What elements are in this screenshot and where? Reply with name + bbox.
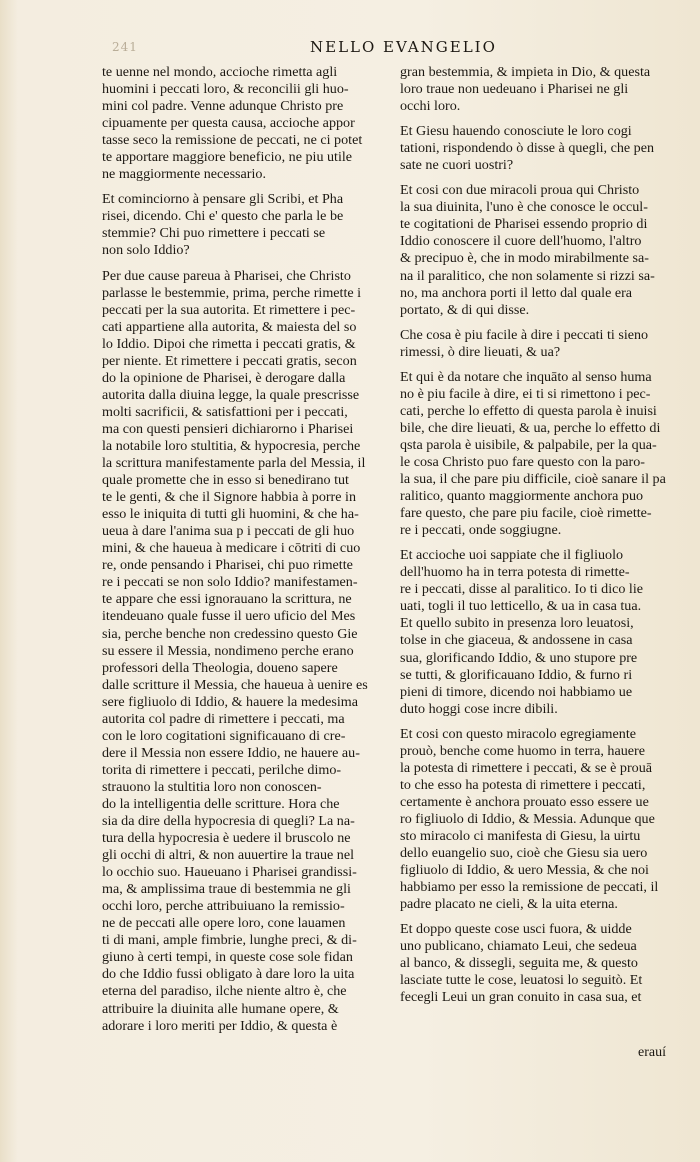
text-line: no, ma anchora porti il letto dal quale era — [400, 284, 633, 301]
text-line: cati appartiene alla autorita, & maiesta del so — [102, 318, 357, 335]
text-line: ne de peccati alle opere loro, cone lauamen — [102, 915, 346, 932]
text-line: te le genti, & che il Signore habbia à porre in — [102, 489, 356, 506]
text-line: attribuire la diuinita alle humane opere, & — [102, 1000, 339, 1017]
left-column — [102, 64, 388, 1043]
text-line: tasse seco la remissione de peccati, ne ci potet — [102, 132, 363, 149]
text-line: tationi, rispondendo ò disse à quegli, che pen — [400, 140, 655, 157]
text-line: mini, & che haueua à medicare i cōtriti di cuo — [102, 540, 361, 557]
text-line: gli occhi di altri, & non auuertire la traue nel — [102, 847, 355, 864]
right-column — [400, 64, 684, 1014]
text-line: & precipuo è, che in modo mirabilmente sa- — [400, 250, 649, 267]
text-line: le cosa Christo puo fare questo con la paro- — [400, 453, 645, 470]
page-number: 241 — [112, 40, 138, 54]
text-line: tolse in che giaceua, & andossene in casa — [400, 632, 633, 649]
text-line: adorare i loro meriti per Iddio, & questa è — [102, 1017, 338, 1034]
text-line: cati, perche lo effetto di questa parola è inuisi — [400, 402, 657, 419]
text-line: la potesta di rimettere i peccati, & se è prouā — [400, 759, 653, 776]
paragraph — [400, 726, 684, 914]
text-line: Et cosi con due miracoli proua qui Christo — [400, 182, 640, 199]
text-line: padre placato ne cieli, & la uita eterna. — [400, 896, 618, 913]
text-line: parlasse le bestemmie, prima, perche rimette i — [102, 284, 362, 301]
paragraph — [102, 268, 388, 1035]
text-line: do la intelligentia delle scritture. Hora che — [102, 795, 340, 812]
text-line: Et qui è da notare che inquāto al senso huma — [400, 368, 652, 385]
text-line: te appare che essi ignorauano la scrittura, ne — [102, 591, 352, 608]
text-line: giuno à certi tempi, in queste cose sole fidan — [102, 949, 353, 966]
text-line: sto miracolo ci manifesta di Giesu, la uirtu — [400, 827, 641, 844]
text-line: se tutti, & glorificauano Iddio, & furno ri — [400, 666, 633, 683]
text-line: ueua à dare l'anima sua p i peccati de gli huo — [102, 523, 355, 540]
text-line: Iddio conoscere il cuore dell'huomo, l'altro — [400, 233, 642, 250]
text-line: esso le iniquita di tutti gli huomini, & che ha- — [102, 506, 359, 523]
text-line: sate ne cuori uostri? — [400, 157, 514, 174]
text-line: Et doppo queste cose usci fuora, & uidde — [400, 921, 632, 938]
paragraph — [400, 64, 684, 115]
text-line: sia da dire della hypocresia di quegli? La na- — [102, 813, 355, 830]
text-line: mini col padre. Venne adunque Christo pre — [102, 98, 344, 115]
text-line: professori della Theologia, doueno sapere — [102, 659, 338, 676]
text-line: sere figliuolo di Iddio, & hauere la medesima — [102, 693, 358, 710]
text-line: ralitico, quanto maggiormente anchora puo — [400, 488, 644, 505]
text-line: pieni di timore, dicendo noi habbiamo ue — [400, 683, 633, 700]
text-line: con le loro cogitationi significauano di cre- — [102, 727, 346, 744]
text-line: na il paralitico, che non solamente si rizzi sa- — [400, 267, 655, 284]
text-line: occhi loro, perche attribuiuano la remissio- — [102, 898, 345, 915]
text-line: non solo Iddio? — [102, 242, 190, 259]
text-line: fare questo, che pare piu facile, cioè rimette- — [400, 505, 652, 522]
text-line: habbiamo per esso la remissione de peccati, il — [400, 879, 659, 896]
text-line: risei, dicendo. Chi e' questo che parla le be — [102, 208, 344, 225]
text-line: dalle scritture il Messia, che haueua à uenire es — [102, 676, 368, 693]
paragraph — [400, 547, 684, 717]
text-line: rimessi, ò dire lieuati, & ua? — [400, 343, 561, 360]
text-line: Per due cause pareua à Pharisei, che Christo — [102, 267, 351, 284]
running-head: NELLO EVANGELIO — [310, 38, 497, 56]
paragraph — [400, 369, 684, 539]
text-line: sia, perche benche non credessino questo Gie — [102, 625, 358, 642]
text-line: ma con questi pensieri dichiarorno i Pharisei — [102, 420, 354, 437]
text-line: molti sacrificii, & satisfattioni per i peccati, — [102, 403, 348, 420]
text-line: quale promette che in esso si benedirano tut — [102, 472, 349, 489]
paragraph — [102, 64, 388, 183]
text-line: te cogitationi de Pharisei essendo proprio di — [400, 216, 648, 233]
text-line: re, onde pensando i Pharisei, chi puo rimette — [102, 557, 353, 574]
text-line: re i peccati se non solo Iddio? manifestamen- — [102, 574, 358, 591]
text-line: re i peccati, disse al paralitico. Io ti dico lie — [400, 581, 644, 598]
text-line: Et cosi con questo miracolo egregiamente — [400, 725, 636, 742]
text-line: sua, glorificando Iddio, & uno stupore pre — [400, 649, 638, 666]
text-line: fecegli Leui un gran conuito in casa sua, et — [400, 989, 642, 1006]
text-line: re i peccati, onde soggiugne. — [400, 522, 562, 539]
paragraph — [102, 191, 388, 259]
text-line: dere il Messia non essere Iddio, ne hauere au- — [102, 744, 360, 761]
text-line: su essere il Messia, nondimeno perche erano — [102, 642, 354, 659]
text-line: stemmie? Chi puo rimettere i peccati se — [102, 225, 326, 242]
text-line: loro traue non uedeuano i Pharisei ne gli — [400, 81, 629, 98]
text-line: la scrittura manifestamente parla del Messia, il — [102, 455, 366, 472]
paragraph — [400, 327, 684, 361]
text-line: do la opinione de Pharisei, è derogare dalla — [102, 369, 346, 386]
text-line: te apportare maggiore beneficio, ne piu utile — [102, 149, 353, 166]
paragraph — [400, 921, 684, 1006]
text-line: strauono la stultitia loro non conoscen- — [102, 778, 322, 795]
text-line: lo Iddio. Dipoi che rimetta i peccati gratis, & — [102, 335, 356, 352]
text-line: do che Iddio fussi obligato à dare loro la uita — [102, 966, 355, 983]
text-line: ne maggiormente necessario. — [102, 166, 266, 183]
text-line: itendeuano quale fusse il uero uficio del Mes — [102, 608, 356, 625]
text-line: torita di rimettere i peccati, perilche dimo- — [102, 761, 342, 778]
text-line: ma, & amplissima traue di bestemmia ne gli — [102, 881, 351, 898]
text-line: Et cominciorno à pensare gli Scribi, et Pha — [102, 191, 344, 208]
text-line: la notabile loro stultitia, & hypocresia, perche — [102, 437, 361, 454]
text-line: dell'huomo ha in terra potesta di rimette- — [400, 564, 630, 581]
text-line: dello euangelio suo, cioè che Giesu sia uero — [400, 845, 648, 862]
text-line: tura della hypocresia è uedere il bruscolo ne — [102, 830, 351, 847]
text-line: Et quello subito in presenza loro leuatosi, — [400, 615, 634, 632]
text-line: to che esso ha potesta di rimettere i peccati, — [400, 776, 646, 793]
text-line: te uenne nel mondo, accioche rimetta agli — [102, 64, 338, 80]
text-line: figliuolo di Iddio, & uero Messia, & che noi — [400, 862, 649, 879]
text-line: ti di mani, ample fimbrie, lunghe preci, & di- — [102, 932, 357, 949]
text-line: qsta parola è uisibile, & palpabile, per la qua- — [400, 436, 657, 453]
text-line: uati, togli il tuo letticello, & ua in casa tua. — [400, 598, 642, 615]
text-line: huomini i peccati loro, & reconcilii gli huo- — [102, 81, 349, 98]
text-line: duto hoggi cose incre dibili. — [400, 700, 558, 717]
paragraph — [400, 182, 684, 318]
text-line: lasciate tutte le cose, leuatosi lo seguitò. Et — [400, 972, 643, 989]
text-line: la sua, il che pare piu difficile, cioè sanare il pa — [400, 471, 666, 488]
text-line: gran bestemmia, & impieta in Dio, & questa — [400, 64, 651, 80]
paragraph — [400, 123, 684, 174]
text-line: occhi loro. — [400, 98, 461, 115]
text-line: per niente. Et rimettere i peccati gratis, secon — [102, 352, 357, 369]
text-line: certamente è anchora prouato esso essere ue — [400, 793, 649, 810]
text-line: cipuamente per questa causa, accioche appor — [102, 115, 355, 132]
catchword: erauí — [638, 1045, 666, 1060]
text-line: Che cosa è piu facile à dire i peccati ti sieno — [400, 326, 649, 343]
text-line: no è piu facile à dire, ei ti si rimettono i pec- — [400, 385, 651, 402]
text-line: autorita dalla diuina legge, la quale prescrisse — [102, 386, 360, 403]
text-line: Et Giesu hauendo conosciute le loro cogi — [400, 123, 632, 140]
text-line: portato, & di qui disse. — [400, 301, 530, 318]
text-line: autorita col padre di rimettere i peccati, ma — [102, 710, 345, 727]
text-line: al banco, & dissegli, seguita me, & questo — [400, 955, 638, 972]
text-line: bile, che dire lieuati, & ua, perche lo effetto di — [400, 419, 661, 436]
text-line: Et accioche uoi sappiate che il figliuolo — [400, 547, 624, 564]
text-line: eterna del paradiso, ilche niente altro è, che — [102, 983, 347, 1000]
text-line: peccati per la sua autorita. Et rimettere i pec- — [102, 301, 356, 318]
text-line: la sua diuinita, l'uno è che conosce le occul- — [400, 199, 648, 216]
text-line: uno publicano, chiamato Leui, che sedeua — [400, 938, 637, 955]
text-line: prouò, benche come huomo in terra, hauere — [400, 742, 645, 759]
text-line: ro figliuolo di Iddio, & Messia. Adunque que — [400, 810, 655, 827]
text-line: lo occhio suo. Haueuano i Pharisei grandissi- — [102, 864, 357, 881]
